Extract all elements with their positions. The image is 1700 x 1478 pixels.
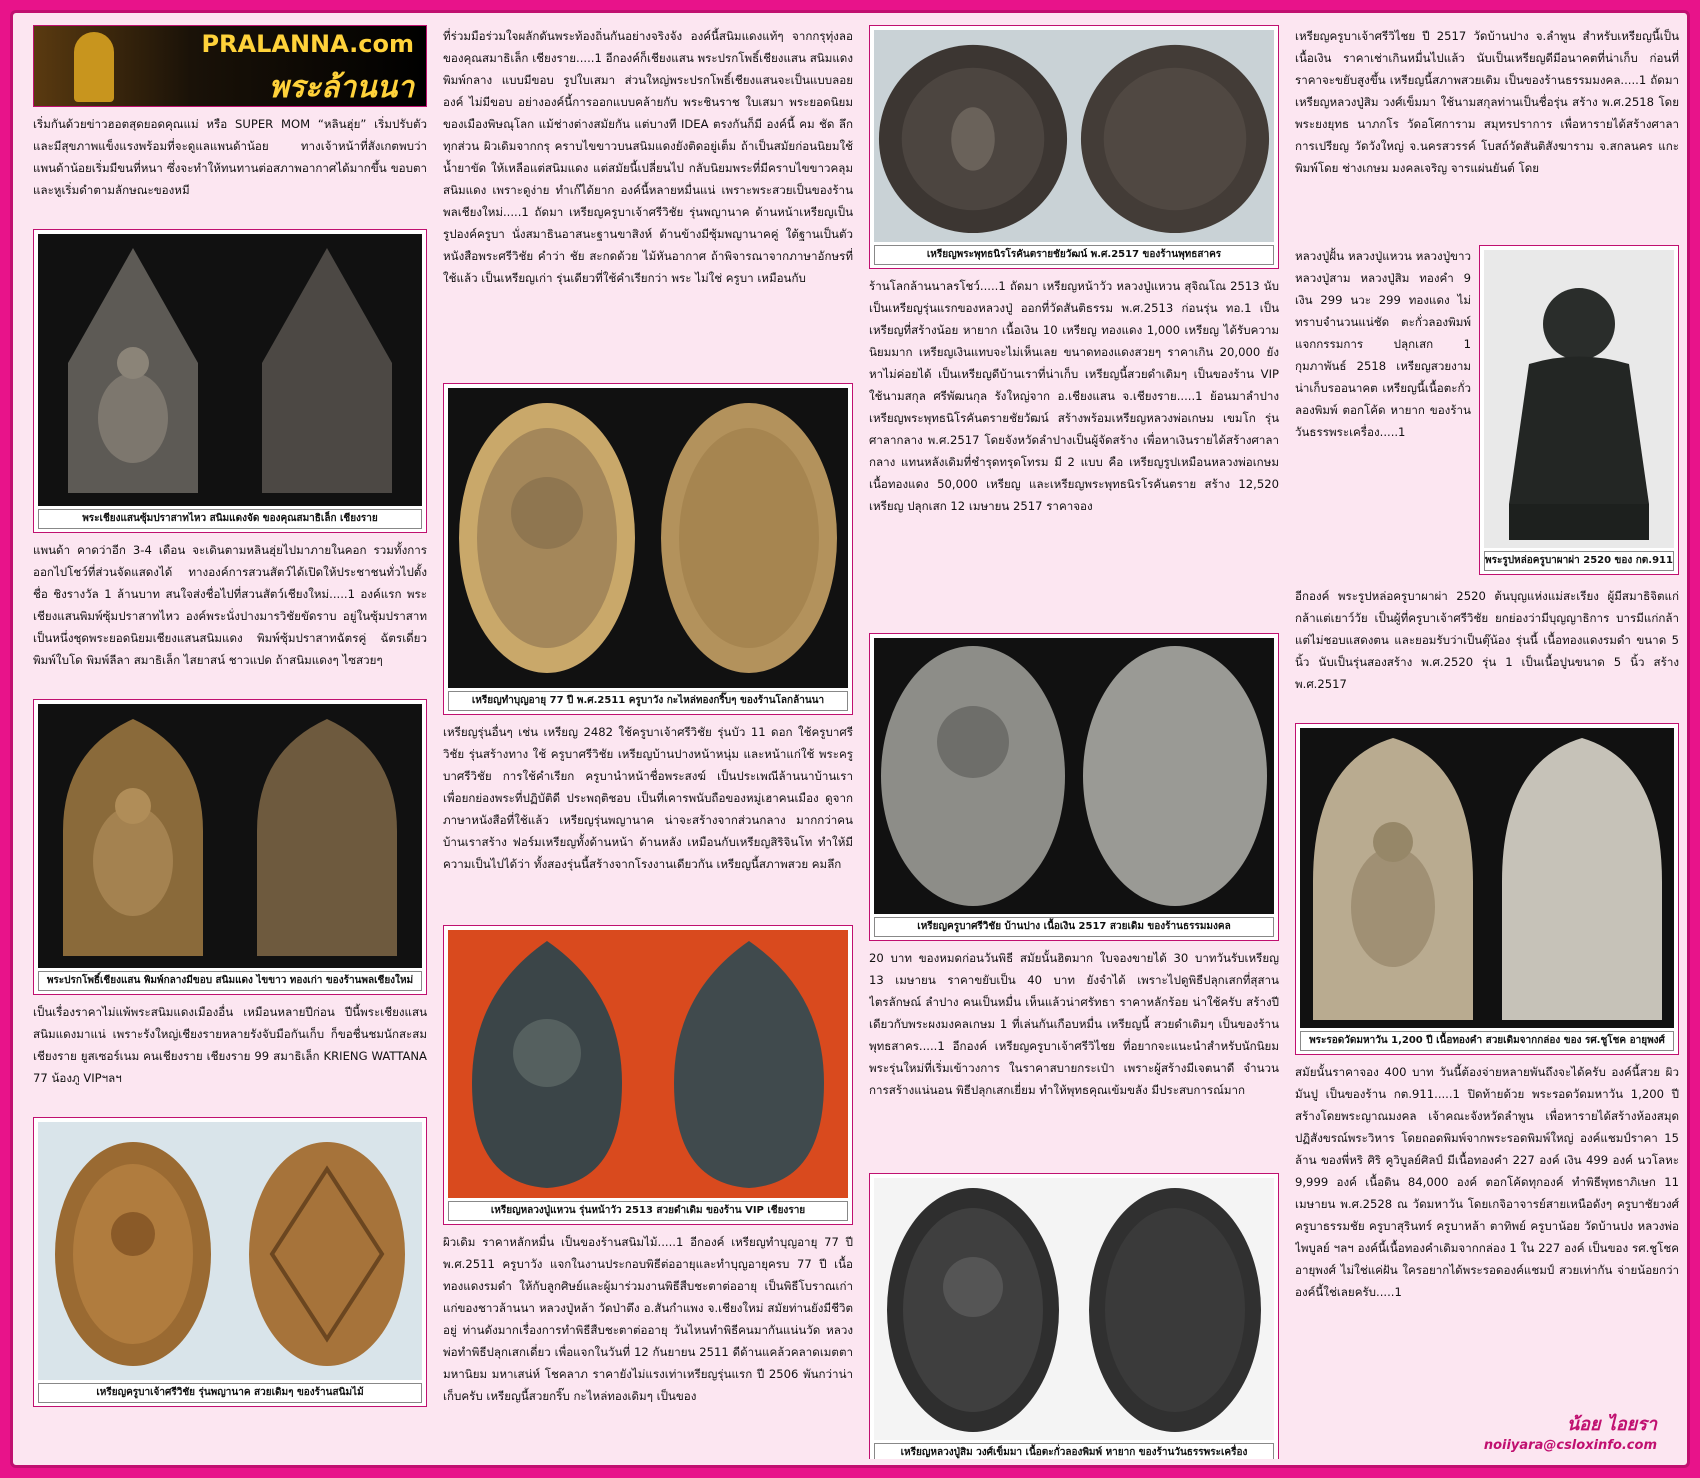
photo-coin — [33, 1117, 427, 1407]
photo-caption: พระปรกโพธิ์เชียงแสน พิมพ์กลางมีขอบ สนิมแดง ไขขาว ทองเก่า ของร้านพลเชียงใหม่ — [38, 971, 422, 991]
site-logo — [33, 25, 427, 107]
amulet-back-image — [1489, 728, 1674, 1028]
photo-frame — [38, 1122, 422, 1380]
photo-coin — [443, 383, 853, 715]
photo-frame — [874, 638, 1274, 914]
coin-front-image — [874, 30, 1072, 242]
article-text: เหรียญรุ่นอื่นๆ เช่น เหรียญ 2482 ใช้ครูบาเจ้าศรีวิชัย รุ่นบัว 11 ดอก ใช้ครูบาศรีวิชัย รุ่นสร้างทาง ใช้ ครูบาศรีวิชัย เหรียญบ้านปางหน้าหนุ่ม และหน้าแก่ใช้ พระครูบาศรีวิชัย การใช้คำเรียก ครูบานำหน้าชื่อพระสงฆ์ เป็นประเพณีล้านนาบ้านเรา เพื่อยกย่องพระที่ปฏิบัติดี ประพฤติชอบ เป็นที่เคารพนับถือของหมู่เฮาคนเมือง ดูจากภาษาหนังสือที่ใช้แล้ว เหรียญรุ่นพญานาค น่าจะสร้างจากส่วนกลาง มากกว่าคนบ้านเราสร้าง ฟอร์มเหรียญทั้งด้านหน้า ด้านหลัง เหมือนกับเหรียญสิริจินโท ทำให้มีความเป็นไปได้ว่า ทั้งสองรุ่นนี้สร้างจากโรงงานเดียวกัน เหรียญนี้สภาพสวย คมลึก — [443, 725, 853, 871]
coin-back-image — [650, 930, 848, 1198]
article-text: สมัยนั้นราคาจอง 400 บาท วันนี้ต้องจ่ายหลายพันถึงจะได้ครับ องค์นี้สวย ผิวมันปู เป็นของร้าน กต.911.....1 ปิดท้ายด้วย พระรอดวัดมหาวัน 1,200 ปี สร้างโดยพระญาณมงคล เจ้าคณะจังหวัดลำพูน เพื่อหารายได้สร้างห้องสมุด ปฏิสังขรณ์พระวิหาร โดยถอดพิมพ์จากพระรอดพิมพ์ใหญ่ องค์แชมป์ราคา 15 ล้าน ของพี่หริ ศิริ คูวิบูลย์ศิลป์ มีเนื้อทองคำ 227 องค์ เงิน 499 องค์ นวโลหะ 9,999 องค์ เนื้อดิน 84,000 องค์ ตอกโค้ดทุกองค์ ทำพิธีพุทธาภิเษก 11 เมษายน พ.ศ.2528 ณ วัดมหาวัน โดยเกจิอาจารย์สายเหนือดังๆ ครูบาชัยวงศ์ ครูบาธรรมชัย ครูบาสุรินทร์ ครูบาหล้า ตาทิพย์ ครูบาน้อย วัดบ้านปง หลวงพ่อไพบูลย์ ฯลฯ องค์นี้เนื้อทองคำเดิมจากกล่อง 1 ใน 227 องค์ เป็นของ รศ.ชูโชค อายุพงศ์ ไม่ใช่แค่ฝัน ใครอยากได้พระรอดองค์แชมป์ สวยเท่ากัน จ่ายน้อยกว่าองค์นี้ใช่เลยครับ.....1 — [1295, 1065, 1679, 1299]
article-text: ผิวเดิม ราคาหลักหมื่น เป็นของร้านสนิมไม้.....1 อีกองค์ เหรียญทำบุญอายุ 77 ปี พ.ศ.2511 ครูบาวัง แจกในงานประกอบพิธีต่ออายุและทำบุญอายุครบ 77 ปี เนื้อทองแดงรมดำ ให้กับลูกศิษย์และผู้มาร่วมงานพิธีสืบชะตาต่ออายุ เป็นพิธีโบราณเก่าแก่ของชาวล้านนา หลวงปู่หล้า วัดป่าตึง อ.สันกำแพง จ.เชียงใหม่ สมัยท่านยังมีชีวิตอยู่ ท่านดังมากเรื่องการทำพิธีสืบชะตาต่ออายุ วันไหนทำพิธีคนมากันแน่นวัด หลวงพ่อทำพิธีปลุกเสกเดี่ยว เพื่อแจกในวันที่ 12 กันยายน 2511 ดีด้านแคล้วคลาดเมตตามหานิยม มหาเสน่ห์ โชคลาภ ราคายังไม่แรงเท่าเหรียญรุ่นแรก ปี 2506 พันกว่าน่าเก็บครับ เหรียญนี้สวยกริ๊บ กะไหล่ทองเดิมๆ เป็นของ — [443, 1235, 853, 1403]
coin-back-image — [1076, 638, 1274, 914]
article-text: เหรียญครูบาเจ้าศรีวิไชย ปี 2517 วัดบ้านปาง จ.ลำพูน สำหรับเหรียญนี้เป็นเนื้อเงิน ราคาเช่าเกินหมื่นไปแล้ว นับเป็นเหรียญดีมีอนาคตที่น่าเก็บ ก่อนที่ราคาจะขยับสูงขึ้น เหรียญนี้สภาพสวยเดิม เป็นของร้านธรรมมงคล.....1 ถัดมา เหรียญหลวงปู่สิม วงศ์เข็มมา ใช้นามสกุลท่านเป็นชื่อรุ่น สร้าง พ.ศ.2518 โดยพระยงยุทธ นาภกโร วัดอโศการาม สมุทรปราการ เพื่อหารายได้สร้างศาลาการเปรียญ วัดวังใหญ่ จ.นครสวรรค์ โบสถ์วัดสันติสังฆาราม จ.สกลนคร แกะพิมพ์โดย ช่างเกษม มงคลเจริญ จารแผ่นยันต์ โดย — [1295, 29, 1679, 175]
author-signature — [1484, 1409, 1657, 1453]
article-text: 20 บาท ของหมดก่อนวันพิธี สมัยนั้นฮิตมาก ใบจองขายได้ 30 บาทวันรับเหรียญ 13 เมษายน ราคาขยับเป็น 40 บาท ยังจำได้ เพราะไปดูพิธีปลุกเสกที่สุสานไตรลักษณ์ ลำปาง คนเป็นหมื่น เห็นแล้วน่าศรัทธา ราคาหลักร้อย น่าใช้ครับ สร้างปีเดียวกับพระผงมงคลเกษม 1 ที่เล่นกันเกือบหมื่น เหรียญนี้ สวยดำเดิมๆ เป็นของร้านพุทธสาคร.....1 อีกองค์ เหรียญครูบาเจ้าศรีวิไชย ที่อยากจะแนะนำสำหรับนักนิยมพระรุ่นใหม่ที่เริ่มเข้าวงการ ในราคาสบายกระเป๋า เพราะผู้สร้างมีเจตนาดี จำนวนการสร้างแน่นอน พิธีปลุกเสกเยี่ยม ทำให้พุทธคุณเข้มขลัง มีประสบการณ์มาก — [869, 951, 1279, 1097]
coin-front-image — [448, 388, 646, 688]
photo-frame — [38, 234, 422, 506]
coin-back-image — [1076, 30, 1274, 242]
column-1 — [33, 25, 427, 1459]
coin-front-image — [874, 638, 1072, 914]
logo-site-name: PRALANNA.com — [201, 30, 414, 58]
photo-coin — [869, 1173, 1279, 1459]
amulet-back-image — [232, 234, 422, 506]
photo-amulet — [33, 229, 427, 533]
photo-caption: เหรียญทำบุญอายุ 77 ปี พ.ศ.2511 ครูบาวัง กะไหล่ทองกริ๊บๆ ของร้านโลกล้านนา — [448, 691, 848, 711]
coin-back-image — [650, 388, 848, 688]
photo-frame — [38, 704, 422, 968]
photo-frame — [874, 30, 1274, 242]
statue-image — [1484, 250, 1674, 548]
photo-caption: เหรียญครูบาศรีวิชัย บ้านปาง เนื้อเงิน 2517 สวยเดิม ของร้านธรรมมงคล — [874, 917, 1274, 937]
photo-frame — [1300, 728, 1674, 1028]
magazine-page — [10, 10, 1690, 1468]
article-text: ร้านโลกล้านนาลรโชว์.....1 ถัดมา เหรียญหน้าวัว หลวงปู่แหวน สุจิณโณ 2513 นับเป็นเหรียญรุ่นแรกของหลวงปู่ ออกที่วัดสันติธรรม พ.ศ.2513 ก่อนรุ่น ทอ.1 เป็นเหรียญที่สร้างน้อย หายาก เนื้อเงิน 10 เหรียญ ทองแดง 1,000 เหรียญ ได้รับความนิยมมาก เหรียญเงินแทบจะไม่เห็นเลย ขนาดทองแดงสวยๆ ราคาเกิน 20,000 ยังหาไม่ค่อยได้ เป็นเหรียญดีบ้านเราที่น่าเก็บ เหรียญนี้สวยดำเดิมๆ เป็นของร้าน VIP ใช้นามสกุล ศรีพัฒนกุล รังใหญ่จาก อ.เชียงแสน จ.เชียงราย.....1 ย้อนมาลำปาง เหรียญพระพุทธนิโรคันตรายชัยวัฒน์ สร้างพร้อมเหรียญหลวงพ่อเกษม เขมโก รุ่นศาลากลาง พ.ศ.2517 โดยจังหวัดลำปางเป็นผู้จัดสร้าง เพื่อหาเงินรายได้สร้างศาลากลาง แทนหลังเดิมที่ชำรุดทรุดโทรม มี 2 แบบ คือ เหรียญรูปเหมือนหลวงพ่อเกษม เนื้อทองแดง 50,000 เหรียญ และเหรียญพระพุทธนิรโรคันตราย สร้าง 12,520 เหรียญ ปลุกเสก 12 เมษายน 2517 ราคาจอง — [869, 279, 1279, 513]
column-2 — [443, 25, 853, 1459]
article-text: เป็นเรื่องราคาไม่แพ้พระสนิมแดงเมืองอื่น เหมือนหลายปีก่อน ปีนี้พระเชียงแสนสนิมแดงมาแน่ เพราะรังใหญ่เชียงรายหลายรังจับมือกันเก็บ ก็ขอชื่นชมนักสะสมเชียงราย ยูสเซอร์เนม คนเชียงราย เชียงราย 99 สมาธิเล็ก KRIENG WATTANA 77 น้องภู VIPฯลฯ — [33, 1005, 427, 1085]
author-email[interactable]: noiiyara@csloxinfo.com — [1483, 1438, 1657, 1453]
column-3 — [869, 25, 1279, 1459]
article-text: แพนด้า คาดว่าอีก 3-4 เดือน จะเดินตามหลินฮุ่ยไปมาภายในคอก รวมทั้งการออกไปโชว์ที่ส่วนจัดแสดงได้ ทางองค์การสวนสัตว์ได้เปิดให้ประชาชนทั่วไปตั้งชื่อ ชิงรางวัล 1 ล้านบาท สนใจส่งชื่อไปที่สวนสัตว์เชียงใหม่.....1 องค์แรก พระเชียงแสนพิมพ์ซุ้มปราสาทไหว องค์พระนั่งปางมารวิชัยขัดราบ อยู่ในซุ้มปราสาท เป็นหนึ่งชุดพระยอดนิยมเชียงแสนสนิมแดง พิมพ์ซุ้มปราสาทฉัตรคู่ ฉัตรเดี่ยว พิมพ์ใบโด พิมพ์ลีลา สมาธิเล็ก ไสยาสน์ ชาวแปด ถ้าสนิมแดงๆ ไซสวยๆ — [33, 543, 427, 667]
photo-amulet — [33, 699, 427, 995]
photo-caption: เหรียญหลวงปู่แหวน รุ่นหน้าวัว 2513 สวยดำเดิม ของร้าน VIP เชียงราย — [448, 1201, 848, 1221]
photo-caption: พระรูปหล่อครูบาผาผ่า 2520 ของ กต.911 — [1484, 551, 1674, 571]
amulet-front-image — [38, 234, 228, 506]
side-block — [1295, 245, 1679, 585]
author-name: น้อย ไอยรา — [1566, 1414, 1657, 1435]
article-text: อีกองค์ พระรูปหล่อครูบาผาผ่า 2520 ต้นบุญแห่งแม่สะเรียง ผู้มีสมาธิจิตแก่กล้าแต่เยาว์วัย เป็นผู้ที่ครูบาเจ้าศรีวิชัย ยกย่องว่ามีบุญญาธิการ บารมีแก่กล้า แต่ไม่ชอบแสดงตน และยอมรับว่าเป็นตุ๊น้อง รุ่นนี้ เนื้อทองแดงรมดำ ขนาด 5 นิ้ว นับเป็นรุ่นสองสร้าง พ.ศ.2520 รุ่น 1 เป็นเนื้อปูนขนาด 5 นิ้ว สร้าง พ.ศ.2517 — [1295, 589, 1679, 691]
photo-frame — [448, 388, 848, 688]
coin-back-image — [1076, 1178, 1274, 1440]
coin-front-image — [38, 1122, 228, 1380]
photo-coin — [869, 25, 1279, 269]
golden-statue-icon — [74, 32, 114, 102]
article-text: เริ่มกันด้วยข่าวฮอตสุดยอดคุณแม่ หรือ SUPER MOM “หลินฮุ่ย” เริ่มปรับตัวและมีสุขภาพแข็งแรงพร้อมที่จะดูแลแพนด้าน้อย ทางเจ้าหน้าที่สังเกตพบว่า แพนด้าน้อยเริ่มมีขนที่หนา ซึ่งจะทำให้ทนทานต่อสภาพอากาศได้มากขึ้น ขอบตาและหูเริ่มดำตามลักษณะของหมี — [33, 117, 427, 197]
article-text: หลวงปู่ฝั้น หลวงปู่แหวน หลวงปู่ขาว หลวงปู่สาม หลวงปู่สิม ทองคำ 9 เงิน 299 นวะ 299 ทองแดง ไม่ทราบจำนวนแน่ชัด ตะกั่วลองพิมพ์ แจกกรรมการ ปลุกเสก 1 กุมภาพันธ์ 2518 เหรียญสวยงามน่าเก็บรออนาคต เหรียญนี้เนื้อตะกั่วลองพิมพ์ ตอกโค้ด หายาก ของร้านวันธรรพระเครื่อง.....1 — [1295, 249, 1471, 439]
photo-caption: เหรียญหลวงปู่สิม วงศ์เข็มมา เนื้อตะกั่วลองพิมพ์ หายาก ของร้านวันธรรพระเครื่อง — [874, 1443, 1274, 1459]
article-text: ที่ร่วมมือร่วมใจผลักดันพระท้องถิ่นกันอย่างจริงจัง องค์นี้สนิมแดงแท้ๆ จากกรุทุ่งลอ ของคุณสมาธิเล็ก เชียงราย.....1 อีกองค์ก็เชียงแสน พระปรกโพธิ์เชียงแสน สนิมแดง พิมพ์กลาง แบบมีขอบ รูปใบเสมา ส่วนใหญ่พระปรกโพธิ์เชียงแสนจะเป็นแบบลอยองค์ ไม่มีขอบ อย่างองค์นี้การออกแบบคล้ายกับ พระชินราช ใบเสมา พระยอดนิยมของเมืองพิษณุโลก แม้ช่างต่างสมัยกัน แต่บางที IDEA ตรงกันก็มี องค์นี้ คม ชัด ลึก ทุกส่วน ผิวเดิมจากกรุ คราบไขขาวบนสนิมแดงยังติดอยู่เต็ม ถ้าเป็นสมัยก่อนนิยมใช้น้ำยาขัด ให้เหลือแต่สนิมแดง แต่สมัยนี้เปลี่ยนไป กลับนิยมพระที่มีคราบไขขาวคลุมสนิมแดง เพราะดูง่าย ทำเก๊ได้ยาก องค์นี้หลายหมื่นแน่ เพราะพระสวยเป็นของร้านพลเชียงใหม่.....1 ถัดมา เหรียญครูบาเจ้าศรีวิชัย รุ่นพญานาค ด้านหน้าเหรียญเป็นรูปองค์ครูบา นั่งสมาธินอาสนะฐานขาสิงห์ ด้านข้างมีซุ้มพญานาคคู่ ใต้ฐานเป็นตัวหนังสือพระศรีวิชัย คำว่า ชัย สะกดด้วย ไม้หันอากาศ ถ้าพิจารณาจากภาษาอักษรที่ใช้แล้ว เป็นเหรียญเก่า รุ่นเดียวที่ใช้คำเรียกว่า พระ ไม่ใช่ ครูบา เหมือนกับ — [443, 29, 853, 285]
coin-front-image — [874, 1178, 1072, 1440]
column-4 — [1295, 25, 1679, 1459]
photo-caption: เหรียญพระพุทธนิรโรคันตรายชัยวัฒน์ พ.ศ.2517 ของร้านพุทธสาคร — [874, 245, 1274, 265]
coin-back-image — [232, 1122, 422, 1380]
photo-amulet — [1295, 723, 1679, 1055]
photo-caption: พระรอดวัดมหาวัน 1,200 ปี เนื้อทองคำ สวยเดิมจากกล่อง ของ รศ.ชูโชค อายุพงศ์ — [1300, 1031, 1674, 1051]
photo-frame — [448, 930, 848, 1198]
photo-caption: พระเชียงแสนซุ้มปราสาทไหว สนิมแดงจัด ของคุณสมาธิเล็ก เชียงราย — [38, 509, 422, 529]
amulet-front-image — [1300, 728, 1485, 1028]
logo-thai-name: พระล้านนา — [268, 70, 414, 105]
amulet-front-image — [38, 704, 228, 968]
amulet-back-image — [232, 704, 422, 968]
photo-frame — [1484, 250, 1674, 548]
photo-statue — [1479, 245, 1679, 575]
photo-coin — [443, 925, 853, 1225]
coin-front-image — [448, 930, 646, 1198]
photo-frame — [874, 1178, 1274, 1440]
photo-coin — [869, 633, 1279, 941]
photo-caption: เหรียญครูบาเจ้าศรีวิชัย รุ่นพญานาค สวยเดิมๆ ของร้านสนิมไม้ — [38, 1383, 422, 1403]
